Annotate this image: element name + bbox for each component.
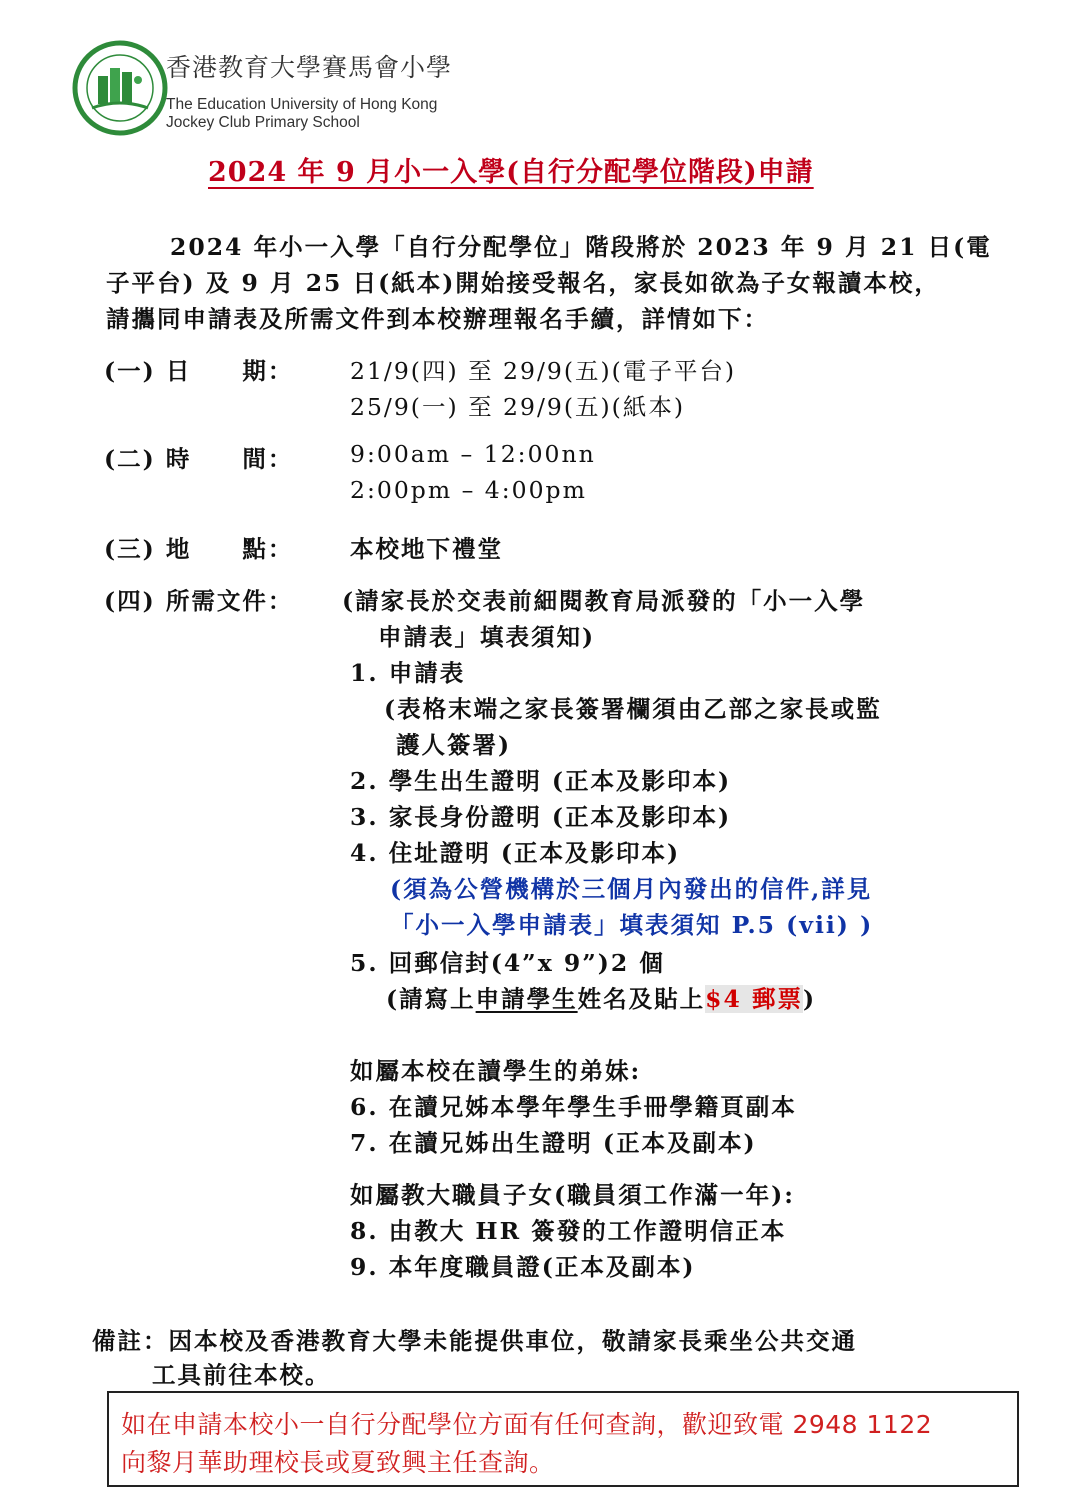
stamp-requirement: $4 郵票: [705, 985, 804, 1013]
doc-item-5-note-e: ): [803, 985, 817, 1013]
time-line-2: 2:00pm – 4:00pm: [350, 476, 587, 504]
doc-item-1-note-2: 護人簽署): [396, 731, 512, 759]
doc-item-2: 2. 學生出生證明 (正本及影印本): [350, 767, 732, 795]
intro-line-2: 子平台) 及 9 月 25 日(紙本)開始接受報名，家長如欲為子女報讀本校，: [106, 269, 940, 297]
remark-line-1: 備註：因本校及香港教育大學未能提供車位，敬請家長乘坐公共交通: [92, 1327, 857, 1355]
place-value: 本校地下禮堂: [350, 535, 503, 563]
school-name-en-line1: The Education University of Hong Kong: [166, 96, 438, 113]
staff-heading: 如屬教大職員子女(職員須工作滿一年):: [350, 1181, 795, 1209]
doc-item-5: 5. 回郵信封(4”x 9”)2 個: [350, 949, 665, 977]
intro-line-3: 請攜同申請表及所需文件到本校辦理報名手續，詳情如下：: [106, 305, 769, 333]
school-name-en-line2: Jockey Club Primary School: [166, 114, 360, 131]
date-label: (一) 日 期：: [104, 357, 294, 385]
doc-item-8: 8. 由教大 HR 簽發的工作證明信正本: [350, 1217, 787, 1245]
doc-item-3: 3. 家長身份證明 (正本及影印本): [350, 803, 732, 831]
documents-note-line-1: (請家長於交表前細閱教育局派發的「小一入學: [342, 587, 866, 615]
documents-note-line-2: 申請表」填表須知): [378, 623, 596, 651]
doc-item-4-note-1: (須為公營機構於三個月內發出的信件,詳見: [390, 875, 873, 903]
doc-item-1: 1. 申請表: [350, 659, 466, 687]
school-name-zh: 香港教育大學賽馬會小學: [166, 53, 453, 82]
doc-item-5-note: [386, 980, 816, 1014]
remark-line-2: 工具前往本校。: [152, 1361, 331, 1389]
page-title: 2024 年 9 月小一入學(自行分配學位階段)申請: [208, 157, 814, 188]
contact-line-2: 向黎月華助理校長或夏致興主任查詢。: [121, 1448, 555, 1477]
time-label: (二) 時 間：: [104, 445, 294, 473]
contact-box: [107, 1391, 1019, 1487]
date-line-2: 25/9(一) 至 29/9(五)(紙本): [350, 393, 685, 421]
school-logo: [72, 40, 168, 136]
doc-item-5-note-c: 姓名及貼上: [577, 985, 706, 1013]
doc-item-5-note-student: 申請學生: [475, 985, 578, 1013]
time-line-1: 9:00am – 12:00nn: [350, 440, 596, 468]
doc-item-9: 9. 本年度職員證(正本及副本): [350, 1253, 696, 1281]
doc-item-1-note-1: (表格末端之家長簽署欄須由乙部之家長或監: [384, 695, 882, 723]
contact-line-1: 如在申請本校小一自行分配學位方面有任何查詢，歡迎致電 2948 1122: [121, 1410, 933, 1439]
place-label: (三) 地 點：: [104, 535, 294, 563]
doc-item-6: 6. 在讀兄姊本學年學生手冊學籍頁副本: [350, 1093, 797, 1121]
documents-label: (四) 所需文件：: [104, 587, 294, 615]
siblings-heading: 如屬本校在讀學生的弟妹:: [350, 1057, 642, 1085]
doc-item-4: 4. 住址證明 (正本及影印本): [350, 839, 681, 867]
doc-item-7: 7. 在讀兄姊出生證明 (正本及副本): [350, 1129, 757, 1157]
doc-item-5-note-a: (請寫上: [386, 985, 476, 1013]
date-line-1: 21/9(四) 至 29/9(五)(電子平台): [350, 357, 736, 385]
doc-item-4-note-2: 「小一入學申請表」填表須知 P.5 (vii) ): [390, 911, 874, 939]
intro-line-1: 2024 年小一入學「自行分配學位」階段將於 2023 年 9 月 21 日(電: [170, 233, 992, 261]
